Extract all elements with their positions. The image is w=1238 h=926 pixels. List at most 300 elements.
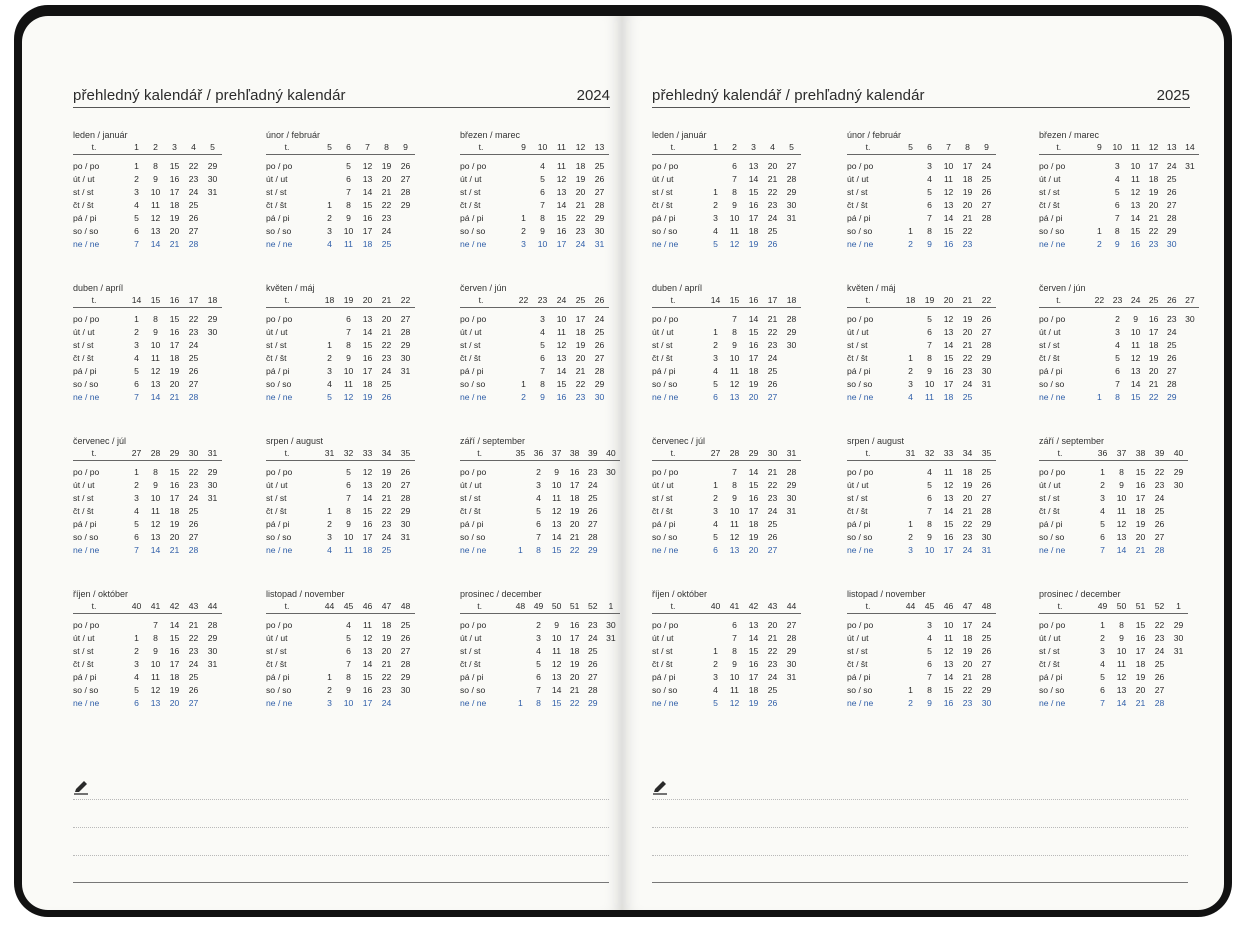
day-cell <box>602 479 620 492</box>
day-label: so / so <box>73 532 99 542</box>
day-label: čt / št <box>266 659 287 669</box>
week-number: 6 <box>920 141 939 155</box>
day-cell: 12 <box>362 467 373 477</box>
day-cell: 16 <box>169 174 180 184</box>
day-label: čt / št <box>652 506 673 516</box>
day-cell: 16 <box>169 327 180 337</box>
day-row <box>266 365 415 378</box>
day-cell: 23 <box>767 659 778 669</box>
day-label: so / so <box>460 226 486 236</box>
day-cell: 28 <box>786 314 797 324</box>
day-cell: 2 <box>1096 239 1102 249</box>
day-cell: 19 <box>569 506 580 516</box>
day-cell: 8 <box>153 633 158 643</box>
month-block <box>1039 435 1199 557</box>
day-row <box>847 186 996 199</box>
day-cell: 10 <box>924 545 935 555</box>
day-cell: 1 <box>134 633 139 643</box>
day-cell: 16 <box>569 467 580 477</box>
day-cell: 18 <box>362 379 373 389</box>
day-cell: 23 <box>962 366 973 376</box>
day-cell: 7 <box>134 239 139 249</box>
day-cell: 10 <box>556 314 567 324</box>
day-label: so / so <box>1039 379 1065 389</box>
day-cell: 18 <box>1135 506 1146 516</box>
day-cell: 8 <box>540 213 545 223</box>
day-label: ne / ne <box>460 545 487 555</box>
note-line-bottom <box>652 882 1188 883</box>
day-cell: 15 <box>551 545 562 555</box>
day-cell: 16 <box>943 366 954 376</box>
week-number: 9 <box>514 141 533 155</box>
day-cell: 13 <box>551 519 562 529</box>
day-cell: 15 <box>1135 467 1146 477</box>
day-cell: 15 <box>362 340 373 350</box>
day-cell: 1 <box>713 327 718 337</box>
day-cell: 10 <box>150 340 161 350</box>
day-cell: 30 <box>207 327 218 337</box>
day-cell: 24 <box>588 480 598 490</box>
day-label: ne / ne <box>460 239 487 249</box>
day-cell: 24 <box>1167 327 1177 337</box>
day-cell: 16 <box>362 353 373 363</box>
week-number: 44 <box>782 600 801 614</box>
week-number: 22 <box>514 294 533 308</box>
day-cell: 11 <box>557 161 566 171</box>
day-label: so / so <box>73 226 99 236</box>
day-label: st / st <box>652 340 673 350</box>
day-cell: 10 <box>343 698 354 708</box>
day-cell: 19 <box>169 213 180 223</box>
day-cell: 22 <box>381 200 392 210</box>
day-row <box>652 671 801 684</box>
day-cell: 6 <box>927 659 932 669</box>
day-cell: 19 <box>381 633 392 643</box>
day-cell: 26 <box>400 633 411 643</box>
day-label: st / st <box>652 187 673 197</box>
day-label: so / so <box>266 685 292 695</box>
day-label: út / ut <box>460 327 482 337</box>
day-cell: 10 <box>1116 493 1127 503</box>
day-row <box>1039 339 1199 352</box>
day-label: pá / pi <box>460 519 484 529</box>
day-label: po / po <box>847 161 874 171</box>
day-label: po / po <box>1039 314 1066 324</box>
day-row <box>266 671 415 684</box>
day-label: út / ut <box>1039 327 1061 337</box>
day-cell: 9 <box>732 340 737 350</box>
day-cell: 16 <box>943 532 954 542</box>
day-row <box>652 212 801 225</box>
week-number: 48 <box>977 600 996 614</box>
day-cell <box>602 671 620 684</box>
day-label: po / po <box>652 620 679 630</box>
day-label: pá / pi <box>652 366 676 376</box>
day-cell: 13 <box>943 200 954 210</box>
day-cell: 9 <box>1114 239 1120 249</box>
day-cell: 13 <box>1130 366 1141 376</box>
day-row <box>73 225 222 238</box>
day-cell <box>901 186 920 199</box>
day-cell: 26 <box>981 646 992 656</box>
day-cell: 15 <box>748 187 759 197</box>
day-cell: 27 <box>400 646 411 656</box>
day-cell: 20 <box>962 493 973 503</box>
day-cell: 26 <box>1154 672 1165 682</box>
day-cell: 21 <box>169 545 180 555</box>
day-label: ne / ne <box>73 392 100 402</box>
day-label: út / ut <box>1039 480 1061 490</box>
day-label: po / po <box>460 314 487 324</box>
sunday-row <box>73 238 222 251</box>
day-cell <box>782 238 801 251</box>
day-cell: 22 <box>767 480 778 490</box>
week-label: t. <box>652 600 706 614</box>
day-row <box>266 313 415 326</box>
day-label: čt / št <box>266 353 287 363</box>
day-cell: 23 <box>962 532 973 542</box>
day-cell: 1 <box>713 646 718 656</box>
day-cell: 20 <box>1148 366 1159 376</box>
week-number-row <box>266 447 415 461</box>
day-cell <box>1181 225 1199 238</box>
week-number: 38 <box>1131 447 1150 461</box>
day-cell: 15 <box>943 685 954 695</box>
day-row <box>266 466 415 479</box>
day-cell: 12 <box>729 239 740 249</box>
day-row <box>847 645 996 658</box>
week-number-row <box>652 141 801 155</box>
day-cell <box>1181 238 1199 251</box>
day-cell: 3 <box>1114 161 1120 171</box>
day-cell: 29 <box>207 467 218 477</box>
day-cell <box>203 544 222 557</box>
month-block <box>847 129 1007 251</box>
day-cell: 26 <box>400 161 411 171</box>
day-cell: 2 <box>134 646 139 656</box>
day-cell: 21 <box>381 187 392 197</box>
day-cell: 25 <box>188 200 199 210</box>
week-number: 36 <box>1093 447 1112 461</box>
day-cell: 17 <box>1135 493 1146 503</box>
note-line <box>73 855 609 856</box>
day-label: po / po <box>460 620 487 630</box>
day-label: st / st <box>652 646 673 656</box>
month-name: květen / máj <box>847 283 896 293</box>
day-row <box>1039 212 1199 225</box>
day-cell: 6 <box>1100 685 1105 695</box>
day-label: út / ut <box>266 327 288 337</box>
day-cell: 30 <box>594 226 605 236</box>
day-row <box>460 518 620 531</box>
day-cell: 13 <box>150 698 161 708</box>
day-row <box>652 466 801 479</box>
day-cell: 28 <box>207 620 218 630</box>
day-cell: 29 <box>1166 226 1177 236</box>
day-cell: 13 <box>150 226 161 236</box>
day-cell: 31 <box>594 239 605 249</box>
day-cell: 27 <box>981 327 992 337</box>
day-cell: 19 <box>569 659 580 669</box>
day-cell: 21 <box>962 672 973 682</box>
day-cell: 4 <box>927 633 932 643</box>
day-cell <box>1090 352 1108 365</box>
day-cell: 1 <box>518 698 523 708</box>
day-row <box>652 492 801 505</box>
day-cell: 5 <box>540 174 545 184</box>
day-row <box>1039 365 1199 378</box>
day-cell: 2 <box>327 353 332 363</box>
sunday-row <box>460 544 620 557</box>
day-cell: 21 <box>962 506 973 516</box>
day-cell: 17 <box>362 226 373 236</box>
day-cell: 8 <box>536 545 541 555</box>
month-table <box>73 294 222 404</box>
day-cell: 10 <box>1130 161 1141 171</box>
month-name: říjen / október <box>73 589 129 599</box>
day-cell: 9 <box>346 519 351 529</box>
sunday-row <box>652 238 801 251</box>
day-cell <box>320 326 339 339</box>
day-label: po / po <box>1039 467 1066 477</box>
week-number: 7 <box>358 141 377 155</box>
month-name: květen / máj <box>266 283 315 293</box>
day-cell: 20 <box>1148 200 1159 210</box>
week-number: 13 <box>1163 141 1181 155</box>
day-cell: 2 <box>327 213 332 223</box>
day-row <box>1039 173 1199 186</box>
day-row <box>266 339 415 352</box>
day-cell: 7 <box>1115 379 1120 389</box>
day-cell: 18 <box>569 646 580 656</box>
day-cell: 12 <box>150 366 161 376</box>
week-number: 47 <box>958 600 977 614</box>
day-cell: 3 <box>521 239 526 249</box>
day-cell: 19 <box>575 174 586 184</box>
day-label: st / st <box>847 646 868 656</box>
sunday-row <box>266 238 415 251</box>
month-table <box>652 141 801 251</box>
day-row <box>652 339 801 352</box>
day-cell: 31 <box>606 633 616 643</box>
day-cell: 26 <box>188 213 199 223</box>
day-cell: 20 <box>748 545 759 555</box>
day-label: ne / ne <box>266 239 293 249</box>
day-cell: 7 <box>927 506 932 516</box>
day-cell: 24 <box>767 672 778 682</box>
day-cell: 11 <box>1117 506 1126 516</box>
day-cell: 20 <box>169 226 180 236</box>
week-number: 42 <box>165 600 184 614</box>
week-number: 18 <box>782 294 801 308</box>
day-cell <box>1091 160 1109 173</box>
day-cell: 22 <box>962 685 973 695</box>
day-cell: 5 <box>1114 187 1120 197</box>
day-cell: 12 <box>729 532 740 542</box>
day-cell: 11 <box>557 327 566 337</box>
day-cell: 19 <box>1148 187 1159 197</box>
sunday-row <box>460 391 609 404</box>
day-cell: 10 <box>150 659 161 669</box>
day-cell: 2 <box>1100 480 1105 490</box>
day-cell: 6 <box>1114 200 1120 210</box>
day-cell <box>1169 671 1188 684</box>
day-cell: 31 <box>786 506 797 516</box>
day-cell <box>320 173 339 186</box>
day-cell: 3 <box>134 187 139 197</box>
day-cell: 31 <box>981 545 992 555</box>
day-cell: 11 <box>730 519 739 529</box>
day-cell <box>511 492 529 505</box>
day-cell: 11 <box>730 366 739 376</box>
day-label: po / po <box>847 467 874 477</box>
day-cell: 23 <box>588 467 598 477</box>
day-cell: 16 <box>943 239 954 249</box>
day-cell: 7 <box>927 213 932 223</box>
day-cell <box>511 645 529 658</box>
day-label: čt / št <box>1039 353 1060 363</box>
day-cell: 1 <box>134 467 139 477</box>
week-number: 1 <box>1169 600 1188 614</box>
day-row <box>73 531 222 544</box>
day-cell: 26 <box>767 379 778 389</box>
day-row <box>73 671 222 684</box>
day-cell: 18 <box>575 161 586 171</box>
day-cell: 21 <box>569 532 580 542</box>
day-row <box>847 658 996 671</box>
day-cell: 9 <box>732 200 737 210</box>
day-cell: 21 <box>962 340 973 350</box>
day-cell: 11 <box>344 239 353 249</box>
day-cell: 27 <box>588 672 598 682</box>
day-cell: 27 <box>1166 200 1177 210</box>
day-label: so / so <box>1039 532 1065 542</box>
day-cell: 20 <box>169 379 180 389</box>
day-cell: 20 <box>1135 685 1146 695</box>
day-cell: 13 <box>943 327 954 337</box>
day-cell: 12 <box>556 174 567 184</box>
week-label: t. <box>73 447 127 461</box>
day-cell: 25 <box>767 366 778 376</box>
sunday-row <box>460 697 620 710</box>
day-cell: 19 <box>575 340 586 350</box>
week-number-row <box>1039 600 1188 614</box>
day-cell: 12 <box>943 187 954 197</box>
day-cell <box>602 645 620 658</box>
week-number: 19 <box>920 294 939 308</box>
day-cell <box>1091 199 1109 212</box>
day-row <box>266 479 415 492</box>
day-label: so / so <box>1039 226 1065 236</box>
day-label: čt / št <box>1039 200 1060 210</box>
day-label: so / so <box>847 379 873 389</box>
day-cell: 18 <box>962 633 973 643</box>
week-number: 9 <box>1091 141 1109 155</box>
day-cell: 9 <box>732 493 737 503</box>
day-cell: 26 <box>400 467 411 477</box>
day-label: pá / pi <box>460 366 484 376</box>
day-cell: 23 <box>1154 633 1165 643</box>
day-cell: 16 <box>748 200 759 210</box>
sunday-row <box>652 697 801 710</box>
day-cell: 23 <box>767 340 778 350</box>
day-cell: 23 <box>188 646 199 656</box>
day-row <box>652 505 801 518</box>
week-number: 30 <box>763 447 782 461</box>
month-block <box>73 282 233 404</box>
week-number: 44 <box>203 600 222 614</box>
day-cell: 20 <box>169 698 180 708</box>
day-cell <box>977 225 996 238</box>
day-cell: 26 <box>1166 187 1177 197</box>
week-number: 25 <box>1145 294 1163 308</box>
day-cell: 17 <box>943 545 954 555</box>
day-row <box>73 199 222 212</box>
day-cell: 17 <box>169 187 180 197</box>
day-label: čt / št <box>1039 506 1060 516</box>
month-name: červen / jún <box>1039 283 1086 293</box>
day-cell: 24 <box>381 532 392 542</box>
day-cell <box>203 531 222 544</box>
day-cell: 21 <box>767 174 778 184</box>
day-cell: 2 <box>713 659 718 669</box>
day-cell: 11 <box>151 506 160 516</box>
week-number: 22 <box>1090 294 1108 308</box>
day-cell: 29 <box>400 340 411 350</box>
day-label: po / po <box>73 314 100 324</box>
day-cell: 7 <box>732 467 737 477</box>
day-cell: 29 <box>588 545 598 555</box>
week-number: 14 <box>1181 141 1199 155</box>
day-cell <box>511 505 529 518</box>
day-cell: 30 <box>786 340 797 350</box>
day-row <box>1039 466 1188 479</box>
day-cell: 17 <box>962 620 973 630</box>
week-label: t. <box>847 447 901 461</box>
day-cell: 10 <box>924 379 935 389</box>
day-cell: 4 <box>134 200 139 210</box>
day-row <box>847 619 996 632</box>
day-cell: 30 <box>786 200 797 210</box>
day-row <box>847 531 996 544</box>
day-row <box>460 173 609 186</box>
day-cell: 24 <box>1154 646 1165 656</box>
day-row <box>73 313 222 326</box>
day-cell: 11 <box>552 493 562 503</box>
day-label: ne / ne <box>1039 698 1066 708</box>
day-cell: 28 <box>400 327 411 337</box>
week-number: 43 <box>763 600 782 614</box>
day-cell: 15 <box>556 379 567 389</box>
day-row <box>266 326 415 339</box>
day-cell: 16 <box>748 493 759 503</box>
week-number: 41 <box>146 600 165 614</box>
day-cell: 18 <box>1148 174 1159 184</box>
day-row <box>266 684 415 697</box>
month-name: březen / marec <box>1039 130 1100 140</box>
day-label: ne / ne <box>460 698 487 708</box>
day-cell: 5 <box>134 213 139 223</box>
day-cell: 2 <box>134 327 139 337</box>
day-cell: 18 <box>1148 340 1159 350</box>
day-label: čt / št <box>460 200 481 210</box>
day-label: st / st <box>266 340 287 350</box>
day-cell: 8 <box>346 672 351 682</box>
day-cell: 25 <box>400 620 411 630</box>
day-cell: 5 <box>713 379 718 389</box>
day-cell: 18 <box>962 174 973 184</box>
day-cell: 3 <box>927 161 932 171</box>
